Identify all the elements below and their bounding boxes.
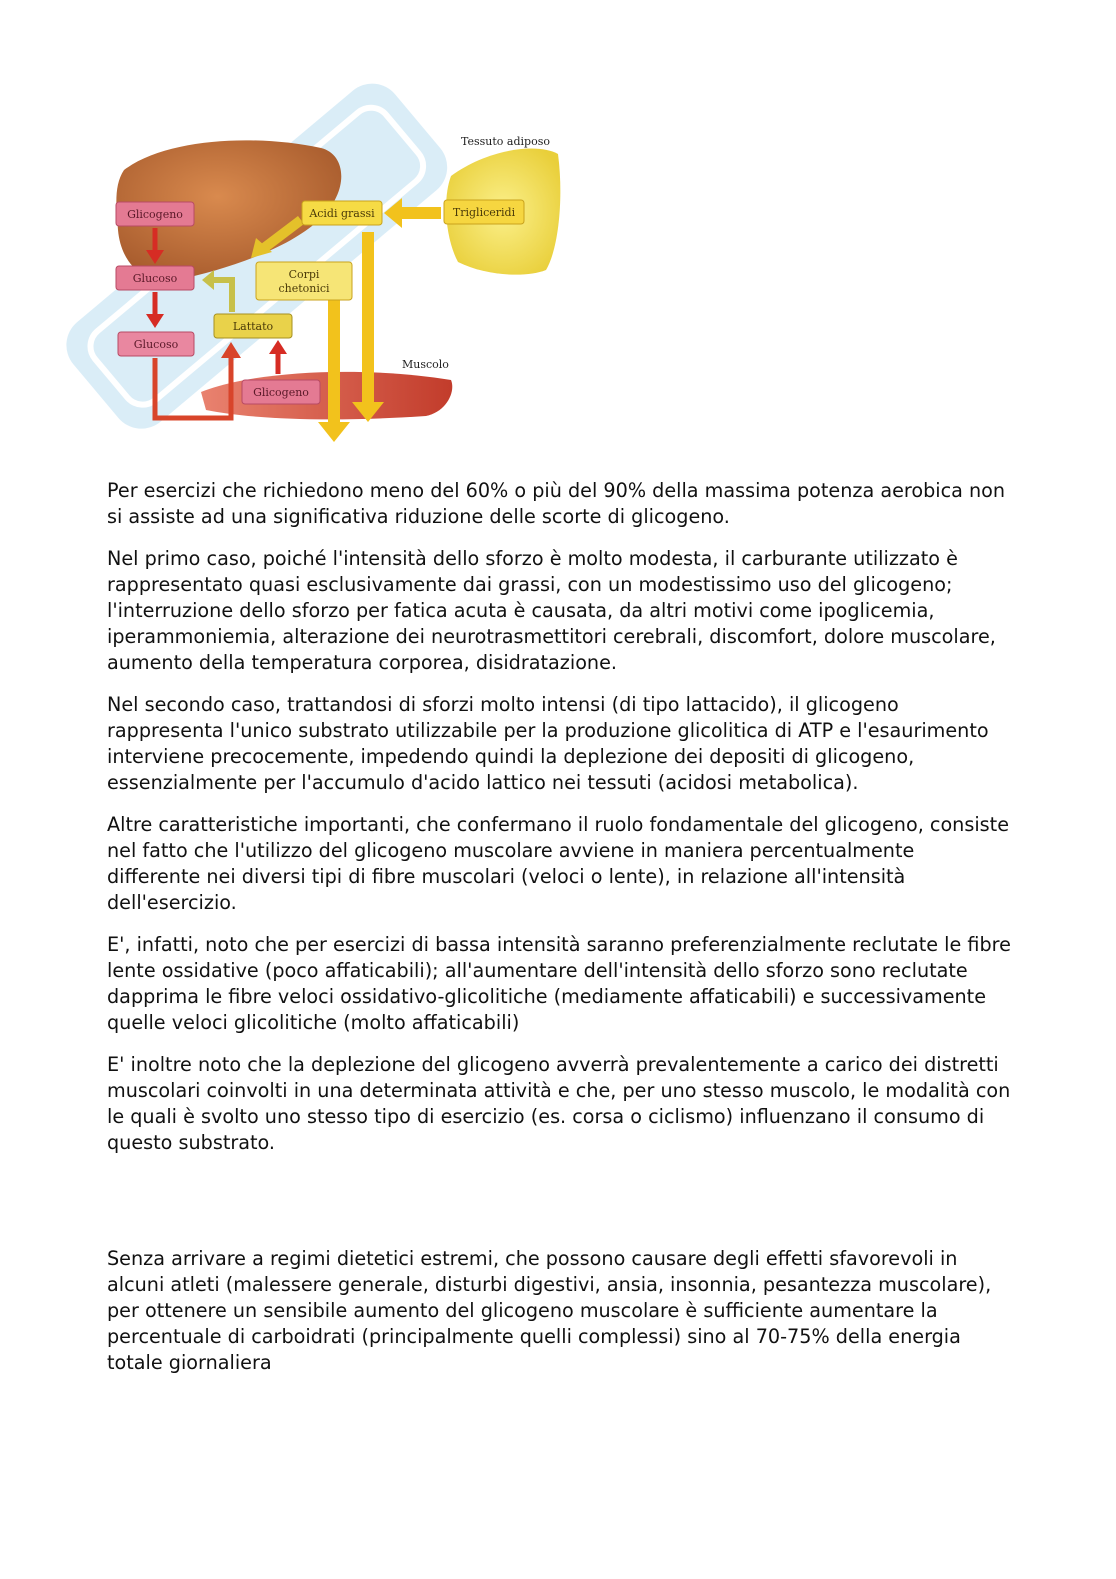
svg-text:Corpi: Corpi [288,268,320,281]
paragraph: Senza arrivare a regimi dietetici estremi, che possono causare degli effetti sfavorevoli in alcuni atleti (malessere generale, disturbi digestivi, ansia, insonnia, pesantezza muscolare), per ottenere un sensibile aumento del glicogeno muscolare è sufficiente aumentare la percentuale di carboidrati (principalmente quelli complessi) sino al 70-75% della energia totale giornaliera [107,1247,992,1374]
box-corpi-chetonici [256,262,352,300]
svg-text:Glucoso: Glucoso [132,272,178,285]
label-muscolo: Muscolo [402,358,449,371]
paragraph: E' inoltre noto che la deplezione del glicogeno avverrà prevalentemente a carico dei distretti muscolari coinvolti in una determinata attività e che, per uno stesso muscolo, le modalità con le quali è svolto uno stesso tipo di esercizio (es. corsa o ciclismo) influenzano il consumo di questo substrato. [107,1053,1011,1154]
svg-text:Glucoso: Glucoso [133,338,179,351]
paragraph: Nel secondo caso, trattandosi di sforzi molto intensi (di tipo lattacido), il glicogeno rappresenta l'unico substrato utilizzabile per la produzione glicolitica di ATP e l'esaurimento interviene precocemente, impedendo quindi la deplezione dei depositi di glicogeno, essenzialmente per l'accumulo d'acido lattico nei tessuti (acidosi metabolica). [107,693,989,794]
svg-text:chetonici: chetonici [278,282,330,295]
box-glicogeno-fegato [116,202,194,226]
box-acidi-grassi [302,201,382,225]
paragraph: Nel primo caso, poiché l'intensità dello sforzo è molto modesta, il carburante utilizzato è rappresentato quasi esclusivamente dai grassi, con un modestissimo uso del glicogeno; l'interruzione dello sforzo per fatica acuta è causata, da altri motivi come ipoglicemia, iperammoniemia, alterazione dei neurotrasmettitori cerebrali, discomfort, dolore muscolare, aumento della temperatura corporea, disidratazione. [107,547,996,674]
box-trigliceridi [444,200,524,224]
box-lattato [214,314,292,338]
paragraph: Per esercizi che richiedono meno del 60% o più del 90% della massima potenza aerobica non si assiste ad una significativa riduzione delle scorte di glicogeno. [107,479,1006,528]
arrow-lattato-glucoso [212,280,232,312]
paragraph: E', infatti, noto che per esercizi di bassa intensità saranno preferenzialmente reclutate le fibre lente ossidative (poco affaticabili); all'aumentare dell'intensità dello sforzo sono reclutate dapprima le fibre veloci ossidativo-glicolitiche (mediamente affaticabili) e successivamente quelle veloci glicolitiche (molto affaticabili) [107,933,1011,1034]
label-tessuto-adiposo: Tessuto adiposo [461,135,550,148]
metabolism-diagram [106,130,566,466]
svg-text:Glicogeno: Glicogeno [253,386,309,399]
svg-text:Glicogeno: Glicogeno [127,208,183,221]
muscle-shape [201,372,452,420]
box-glucoso-sangue [118,332,194,356]
svg-text:Trigliceridi: Trigliceridi [452,206,516,219]
body-text [107,478,1012,1392]
svg-text:Lattato: Lattato [232,320,274,333]
box-glicogeno-muscolo [242,380,320,404]
paragraph: Altre caratteristiche importanti, che confermano il ruolo fondamentale del glicogeno, consiste nel fatto che l'utilizzo del glicogeno muscolare avviene in maniera percentualmente differente nei diversi tipi di fibre muscolari (veloci o lente), in relazione all'intensità dell'esercizio. [107,813,1009,914]
box-glucoso-fegato [116,266,194,290]
svg-text:Acidi grassi: Acidi grassi [309,207,375,220]
